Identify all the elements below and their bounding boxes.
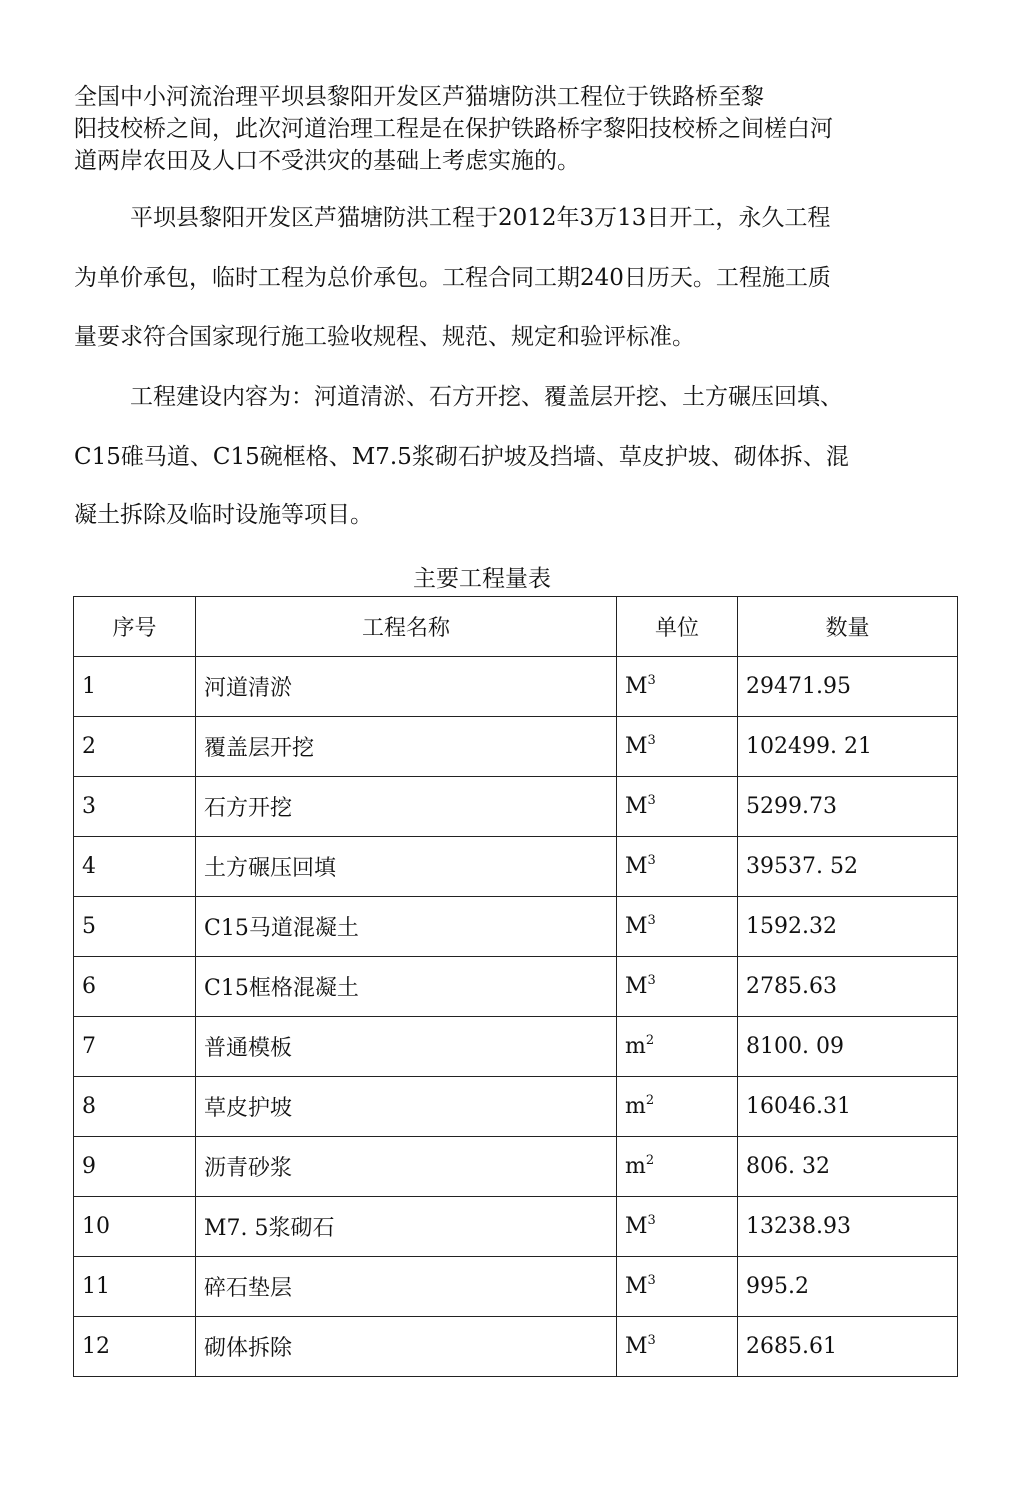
unit-base: m xyxy=(625,1034,646,1059)
unit-base: M xyxy=(625,734,648,759)
row-project-name: 河道清淤 xyxy=(196,657,617,717)
row-unit xyxy=(617,837,738,897)
paragraph-2-line-1: 平坝县黎阳开发区芦猫塘防洪工程于2012年3万13日开工，永久工程 xyxy=(130,205,831,231)
unit-exponent: 3 xyxy=(647,673,656,688)
row-project-name: 覆盖层开挖 xyxy=(196,717,617,777)
table-header-row xyxy=(74,597,958,657)
row-project-name: 石方开挖 xyxy=(196,777,617,837)
row-unit xyxy=(617,1077,738,1137)
row-quantity: 806. 32 xyxy=(738,1137,958,1197)
unit-base: M xyxy=(625,1274,648,1299)
table-row xyxy=(74,657,958,717)
row-quantity: 995.2 xyxy=(738,1257,958,1317)
table-row xyxy=(74,837,958,897)
row-quantity: 29471.95 xyxy=(738,657,958,717)
paragraph-1-line-3: 道两岸农田及人口不受洪灾的基础上考虑实施的。 xyxy=(74,148,580,174)
row-unit xyxy=(617,897,738,957)
unit-base: m xyxy=(625,1094,646,1119)
row-serial-number: 6 xyxy=(74,957,196,1017)
table-row xyxy=(74,717,958,777)
row-serial-number: 7 xyxy=(74,1017,196,1077)
table-title-text: 主要工程量表 xyxy=(413,566,551,592)
row-serial-number: 12 xyxy=(74,1317,196,1377)
row-project-name: 土方碾压回填 xyxy=(196,837,617,897)
row-project-name: 草皮护坡 xyxy=(196,1077,617,1137)
table-row xyxy=(74,1137,958,1197)
unit-base: M xyxy=(625,674,648,699)
unit-base: M xyxy=(625,914,648,939)
row-project-name: M7. 5浆砌石 xyxy=(196,1197,617,1257)
unit-exponent: 3 xyxy=(647,1213,656,1228)
unit-base: M xyxy=(625,1214,648,1239)
unit-exponent: 2 xyxy=(645,1153,655,1168)
table-row xyxy=(74,1317,958,1377)
unit-exponent: 3 xyxy=(647,973,656,988)
header-quantity: 数量 xyxy=(738,597,958,657)
unit-exponent: 2 xyxy=(645,1033,655,1048)
row-unit xyxy=(617,777,738,837)
paragraph-3-line-2: C15碓马道、C15碗框格、M7.5浆砌石护坡及挡墙、草皮护坡、砌体拆、混 xyxy=(74,444,849,470)
table-row xyxy=(74,957,958,1017)
row-serial-number: 8 xyxy=(74,1077,196,1137)
unit-exponent: 3 xyxy=(647,733,656,748)
header-project-name: 工程名称 xyxy=(196,597,617,657)
header-unit: 单位 xyxy=(617,597,738,657)
row-project-name: 砌体拆除 xyxy=(196,1317,617,1377)
row-project-name: 普通模板 xyxy=(196,1017,617,1077)
row-serial-number: 11 xyxy=(74,1257,196,1317)
row-project-name: 沥青砂浆 xyxy=(196,1137,617,1197)
header-serial-number: 序号 xyxy=(74,597,196,657)
row-quantity: 13238.93 xyxy=(738,1197,958,1257)
unit-base: m xyxy=(625,1154,646,1179)
unit-exponent: 3 xyxy=(647,1333,656,1348)
row-quantity: 1592.32 xyxy=(738,897,958,957)
unit-exponent: 2 xyxy=(645,1093,655,1108)
row-serial-number: 4 xyxy=(74,837,196,897)
row-unit xyxy=(617,1257,738,1317)
paragraph-3-line-3: 凝土拆除及临时设施等项目。 xyxy=(74,502,373,528)
table-row xyxy=(74,1077,958,1137)
row-unit xyxy=(617,717,738,777)
row-project-name: 碎石垫层 xyxy=(196,1257,617,1317)
table-title xyxy=(0,564,1024,594)
unit-exponent: 3 xyxy=(647,1273,656,1288)
quantity-table xyxy=(73,596,958,1377)
row-serial-number: 3 xyxy=(74,777,196,837)
row-quantity: 102499. 21 xyxy=(738,717,958,777)
row-quantity: 16046.31 xyxy=(738,1077,958,1137)
unit-base: M xyxy=(625,794,648,819)
table-row xyxy=(74,897,958,957)
paragraph-3-line-1: 工程建设内容为：河道清淤、石方开挖、覆盖层开挖、土方碾压回填、 xyxy=(130,384,843,410)
paragraph-1-line-2: 阳技校桥之间，此次河道治理工程是在保护铁路桥字黎阳技校桥之间槎白河 xyxy=(74,116,833,142)
table-row xyxy=(74,777,958,837)
paragraph-2-line-3: 量要求符合国家现行施工验收规程、规范、规定和验评标准。 xyxy=(74,324,695,350)
table-body xyxy=(74,657,958,1377)
row-quantity: 5299.73 xyxy=(738,777,958,837)
unit-exponent: 3 xyxy=(647,853,656,868)
row-unit xyxy=(617,1317,738,1377)
table-row xyxy=(74,1257,958,1317)
paragraph-2-line-2: 为单价承包，临时工程为总价承包。工程合同工期240日历天。工程施工质 xyxy=(74,265,831,291)
paragraph-1-line-1: 全国中小河流治理平坝县黎阳开发区芦猫塘防洪工程位于铁路桥至黎 xyxy=(74,84,764,110)
unit-base: M xyxy=(625,854,648,879)
row-project-name: C15框格混凝土 xyxy=(196,957,617,1017)
row-unit xyxy=(617,1017,738,1077)
table-row xyxy=(74,1017,958,1077)
row-quantity: 39537. 52 xyxy=(738,837,958,897)
unit-exponent: 3 xyxy=(647,913,656,928)
row-serial-number: 1 xyxy=(74,657,196,717)
row-project-name: C15马道混凝土 xyxy=(196,897,617,957)
row-serial-number: 10 xyxy=(74,1197,196,1257)
row-serial-number: 9 xyxy=(74,1137,196,1197)
unit-base: M xyxy=(625,974,648,999)
row-unit xyxy=(617,957,738,1017)
row-unit xyxy=(617,1197,738,1257)
row-unit xyxy=(617,657,738,717)
row-quantity: 8100. 09 xyxy=(738,1017,958,1077)
row-quantity: 2785.63 xyxy=(738,957,958,1017)
unit-base: M xyxy=(625,1334,648,1359)
table-row xyxy=(74,1197,958,1257)
unit-exponent: 3 xyxy=(647,793,656,808)
row-serial-number: 2 xyxy=(74,717,196,777)
row-quantity: 2685.61 xyxy=(738,1317,958,1377)
row-serial-number: 5 xyxy=(74,897,196,957)
row-unit xyxy=(617,1137,738,1197)
